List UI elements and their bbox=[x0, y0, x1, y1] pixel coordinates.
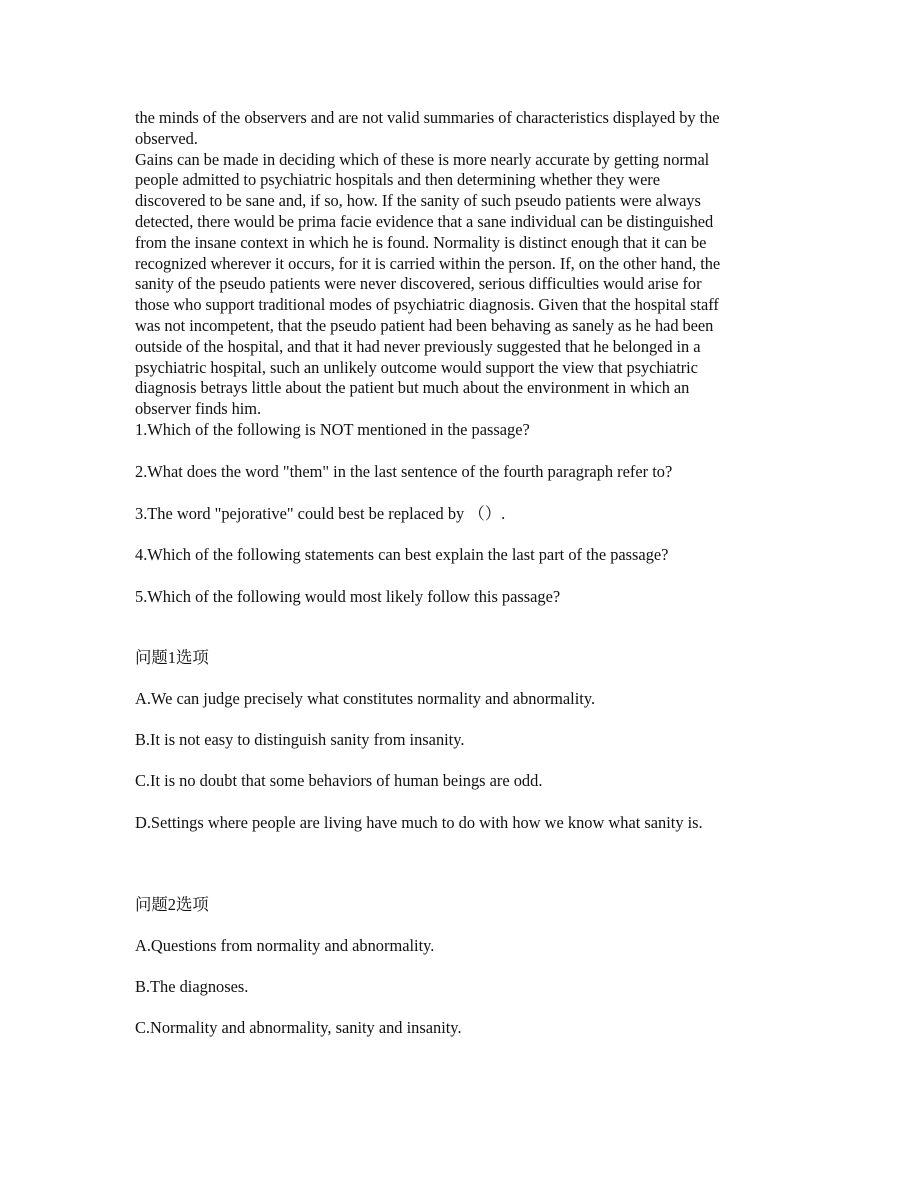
option-2c: C.Normality and abnormality, sanity and insanity. bbox=[135, 1018, 462, 1038]
passage-line: recognized wherever it occurs, for it is carried within the person. If, on the other hand, the bbox=[135, 253, 721, 273]
option-2b: B.The diagnoses. bbox=[135, 976, 249, 996]
passage-line: Gains can be made in deciding which of these is more nearly accurate by getting normal bbox=[135, 149, 710, 169]
option-1a: A.We can judge precisely what constitutes normality and abnormality. bbox=[135, 688, 596, 708]
passage-paragraph-1 bbox=[135, 108, 795, 150]
passage-line: those who support traditional modes of psychiatric diagnosis. Given that the hospital staff bbox=[135, 295, 719, 315]
passage-paragraph-2 bbox=[135, 150, 795, 420]
question-4: 4.Which of the following statements can best explain the last part of the passage? bbox=[135, 545, 669, 565]
passage-line: diagnosis betrays little about the patient but much about the environment in which an bbox=[135, 378, 690, 398]
option-1d: D.Settings where people are living have much to do with how we know what sanity is. bbox=[135, 813, 703, 833]
passage-line: observed. bbox=[135, 128, 198, 148]
question-3: 3.The word "pejorative" could best be replaced by （）. bbox=[135, 503, 506, 523]
option-2a: A.Questions from normality and abnormality. bbox=[135, 935, 435, 955]
passage-line: people admitted to psychiatric hospitals and then determining whether they were bbox=[135, 170, 660, 190]
passage-line: detected, there would be prima facie evidence that a sane individual can be distinguished bbox=[135, 211, 714, 231]
question-1: 1.Which of the following is NOT mentioned in the passage? bbox=[135, 419, 530, 439]
question-2: 2.What does the word "them" in the last sentence of the fourth paragraph refer to? bbox=[135, 461, 673, 481]
options-section-title-1: 问题1选项 bbox=[135, 647, 209, 667]
passage-line: discovered to be sane and, if so, how. If the sanity of such pseudo patients were always bbox=[135, 191, 701, 211]
question-5: 5.Which of the following would most likely follow this passage? bbox=[135, 587, 561, 607]
document-page bbox=[135, 108, 795, 1039]
passage-line: was not incompetent, that the pseudo patient had been behaving as sanely as he had been bbox=[135, 315, 714, 335]
passage-line: the minds of the observers and are not valid summaries of characteristics displayed by the bbox=[135, 108, 720, 127]
passage-line: psychiatric hospital, such an unlikely outcome would support the view that psychiatric bbox=[135, 357, 698, 377]
options-section-title-2: 问题2选项 bbox=[135, 894, 209, 914]
option-1c: C.It is no doubt that some behaviors of human beings are odd. bbox=[135, 771, 543, 791]
passage-line: sanity of the pseudo patients were never discovered, serious difficulties would arise for bbox=[135, 274, 702, 294]
passage-line: outside of the hospital, and that it had never previously suggested that he belonged in a bbox=[135, 336, 701, 356]
passage-line: from the insane context in which he is found. Normality is distinct enough that it can be bbox=[135, 232, 707, 252]
passage-line: observer finds him. bbox=[135, 399, 262, 419]
option-1b: B.It is not easy to distinguish sanity from insanity. bbox=[135, 729, 465, 749]
